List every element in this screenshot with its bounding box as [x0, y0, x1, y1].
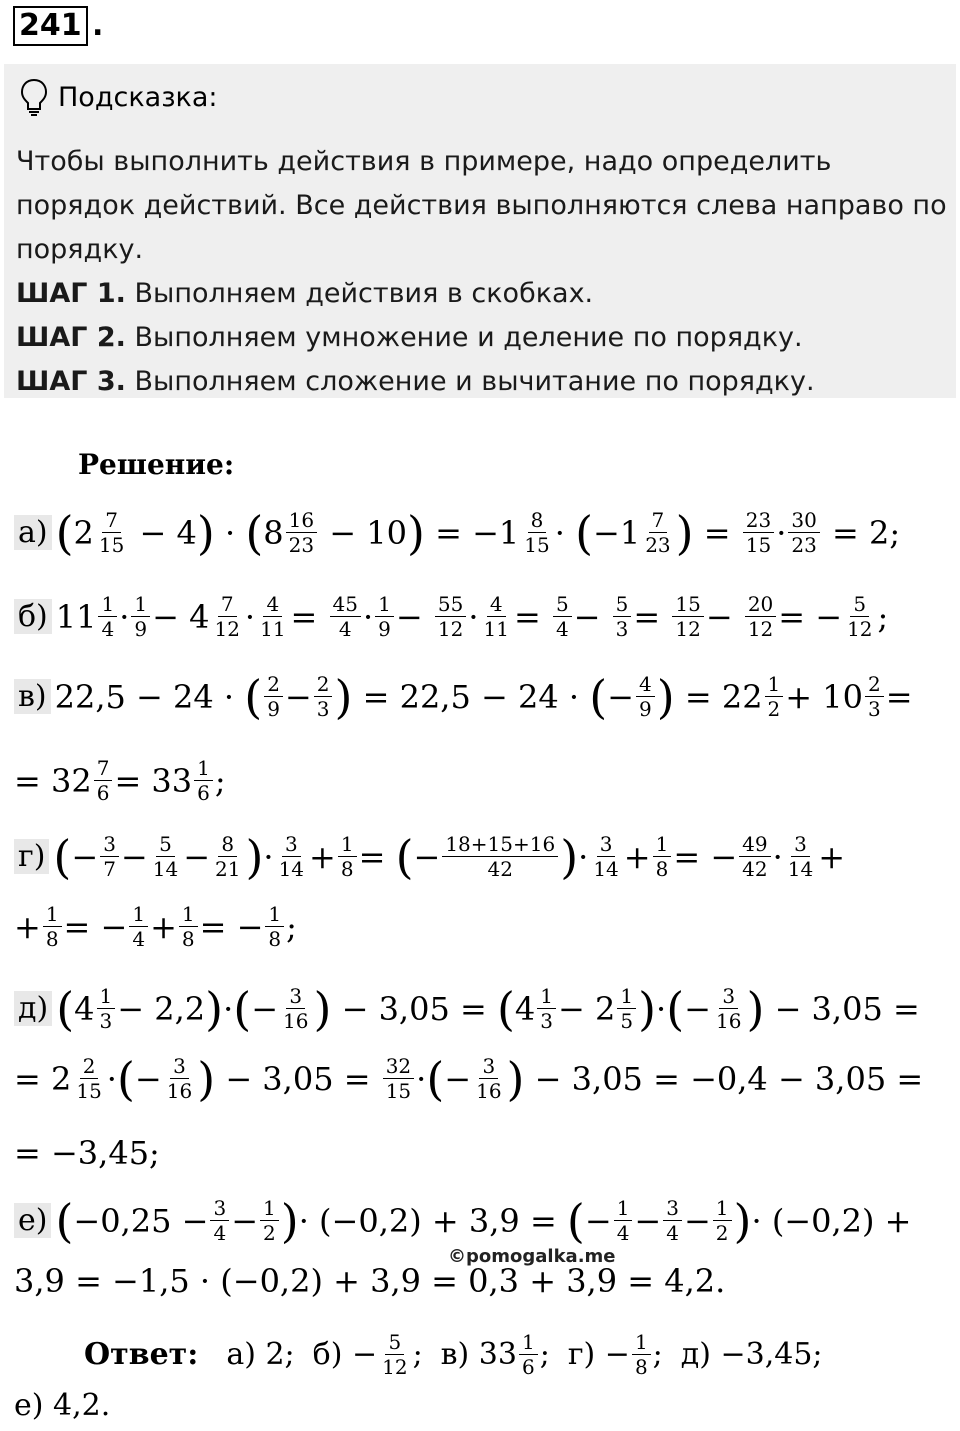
hint-step-3	[16, 360, 952, 404]
step-text: Выполняем умножение и деление по порядку.	[134, 322, 803, 353]
solution-line-a: а) ( 2 $\frac{7}{15}$ − 4 ) · ( 8 $\frac{16}{23}$ − 10 ) = −1 $\frac{8}{15}$ · ( −1 $\frac{7}{23}$ ) = $\frac{23}{15}$ · $\frac{30}{23}$ = 2;	[14, 508, 900, 557]
solution-line-g2: + $\frac{1}{8}$ = − $\frac{1}{4}$ + $\frac{1}{8}$ = − $\frac{1}{8}$ ;	[14, 902, 297, 951]
item-label: б)	[14, 599, 52, 634]
answer-b: б) − $\frac{5}{12}$ ;	[312, 1330, 423, 1379]
step-label: ШАГ 1.	[16, 278, 126, 309]
solution-line-d2: = 2 $\frac{2}{15}$ · ( − $\frac{3}{16}$ ) − 3,05 = $\frac{32}{15}$ · ( − $\frac{3}{16}$ ) − 3,05 = −0,4 − 3,05 =	[14, 1051, 924, 1106]
item-label: в)	[14, 679, 51, 714]
answer-g: г) − $\frac{1}{8}$ ;	[567, 1330, 663, 1379]
item-label: е)	[14, 1203, 51, 1238]
watermark: ©pomogalka.me	[448, 1246, 616, 1267]
solution-line-e: е) ( −0,25 − $\frac{3}{4}$ − $\frac{1}{2}$ ) · (−0,2) + 3,9 = ( − $\frac{1}{4}$ − $\frac{3}{4}$ − $\frac{1}{2}$ ) · (−0,2) +	[14, 1196, 911, 1245]
solution-title: Решение:	[78, 448, 235, 481]
item-label: д)	[14, 991, 52, 1026]
solution-line-v2: = 32 $\frac{7}{6}$ = 33 $\frac{1}{6}$ ;	[14, 756, 226, 805]
hint-box	[4, 64, 956, 398]
answer-line	[84, 1330, 823, 1379]
solution-line-d3: = −3,45;	[14, 1134, 160, 1172]
answer-e: е) 4,2.	[14, 1388, 111, 1423]
hint-header	[20, 78, 218, 116]
hint-body	[16, 140, 952, 404]
task-number: 241	[13, 6, 88, 46]
answer-title: Ответ:	[84, 1337, 199, 1372]
solution-line-d: д) ( 4 $\frac{1}{3}$ − 2,2 ) · ( − $\frac{3}{16}$ ) − 3,05 = ( 4 $\frac{1}{3}$ − 2 $\frac{1}{5}$ ) · ( − $\frac{3}{16}$ ) − 3,05 =	[14, 984, 920, 1033]
solution-line-v: в) 22,5 − 24 · ( $\frac{2}{9}$ − $\frac{2}{3}$ ) = 22,5 − 24 · ( − $\frac{4}{9}$ ) = 22 $\frac{1}{2}$ + 10 $\frac{2}{3}$ =	[14, 672, 913, 721]
solution-line-e2: 3,9 = −1,5 · (−0,2) + 3,9 = 0,3 + 3,9 = 4,2.	[14, 1262, 726, 1300]
step-text: Выполняем сложение и вычитание по порядку.	[134, 366, 815, 397]
item-label: а)	[14, 515, 52, 550]
task-number-dot: .	[92, 8, 104, 43]
step-label: ШАГ 3.	[16, 366, 126, 397]
answer-a: а) 2;	[226, 1337, 295, 1372]
hint-title: Подсказка:	[58, 81, 218, 113]
solution-line-g: г) ( − $\frac{3}{7}$ − $\frac{5}{14}$ − $\frac{8}{21}$ ) · $\frac{3}{14}$ + $\frac{1}{8}$ = ( − $\frac{18+15+16}{42}$ ) · $\frac{3}{14}$ + $\frac{1}{8}$ = − $\frac{49}{42}$ · $\frac{3}{14}$ +	[14, 832, 845, 881]
lightbulb-icon	[20, 78, 48, 116]
hint-step-2	[16, 316, 952, 360]
hint-text: Чтобы выполнить действия в примере, надо определить порядок действий. Все действия выполняются слева направо по порядку.	[16, 146, 947, 265]
hint-step-1	[16, 272, 952, 316]
item-label: г)	[14, 839, 49, 874]
answer-v: в) 33 $\frac{1}{6}$ ;	[440, 1330, 550, 1379]
step-label: ШАГ 2.	[16, 322, 126, 353]
step-text: Выполняем действия в скобках.	[134, 278, 594, 309]
solution-line-b: б) 11 $\frac{1}{4}$ · $\frac{1}{9}$ − 4 $\frac{7}{12}$ · $\frac{4}{11}$ = $\frac{45}{4}$ · $\frac{1}{9}$ − $\frac{55}{12}$ · $\frac{4}{11}$ = $\frac{5}{4}$ − $\frac{5}{3}$ = $\frac{15}{12}$ − $\frac{20}{12}$ = − $\frac{5}{12}$ ;	[14, 592, 888, 641]
answer-d: д) −3,45;	[680, 1337, 823, 1372]
